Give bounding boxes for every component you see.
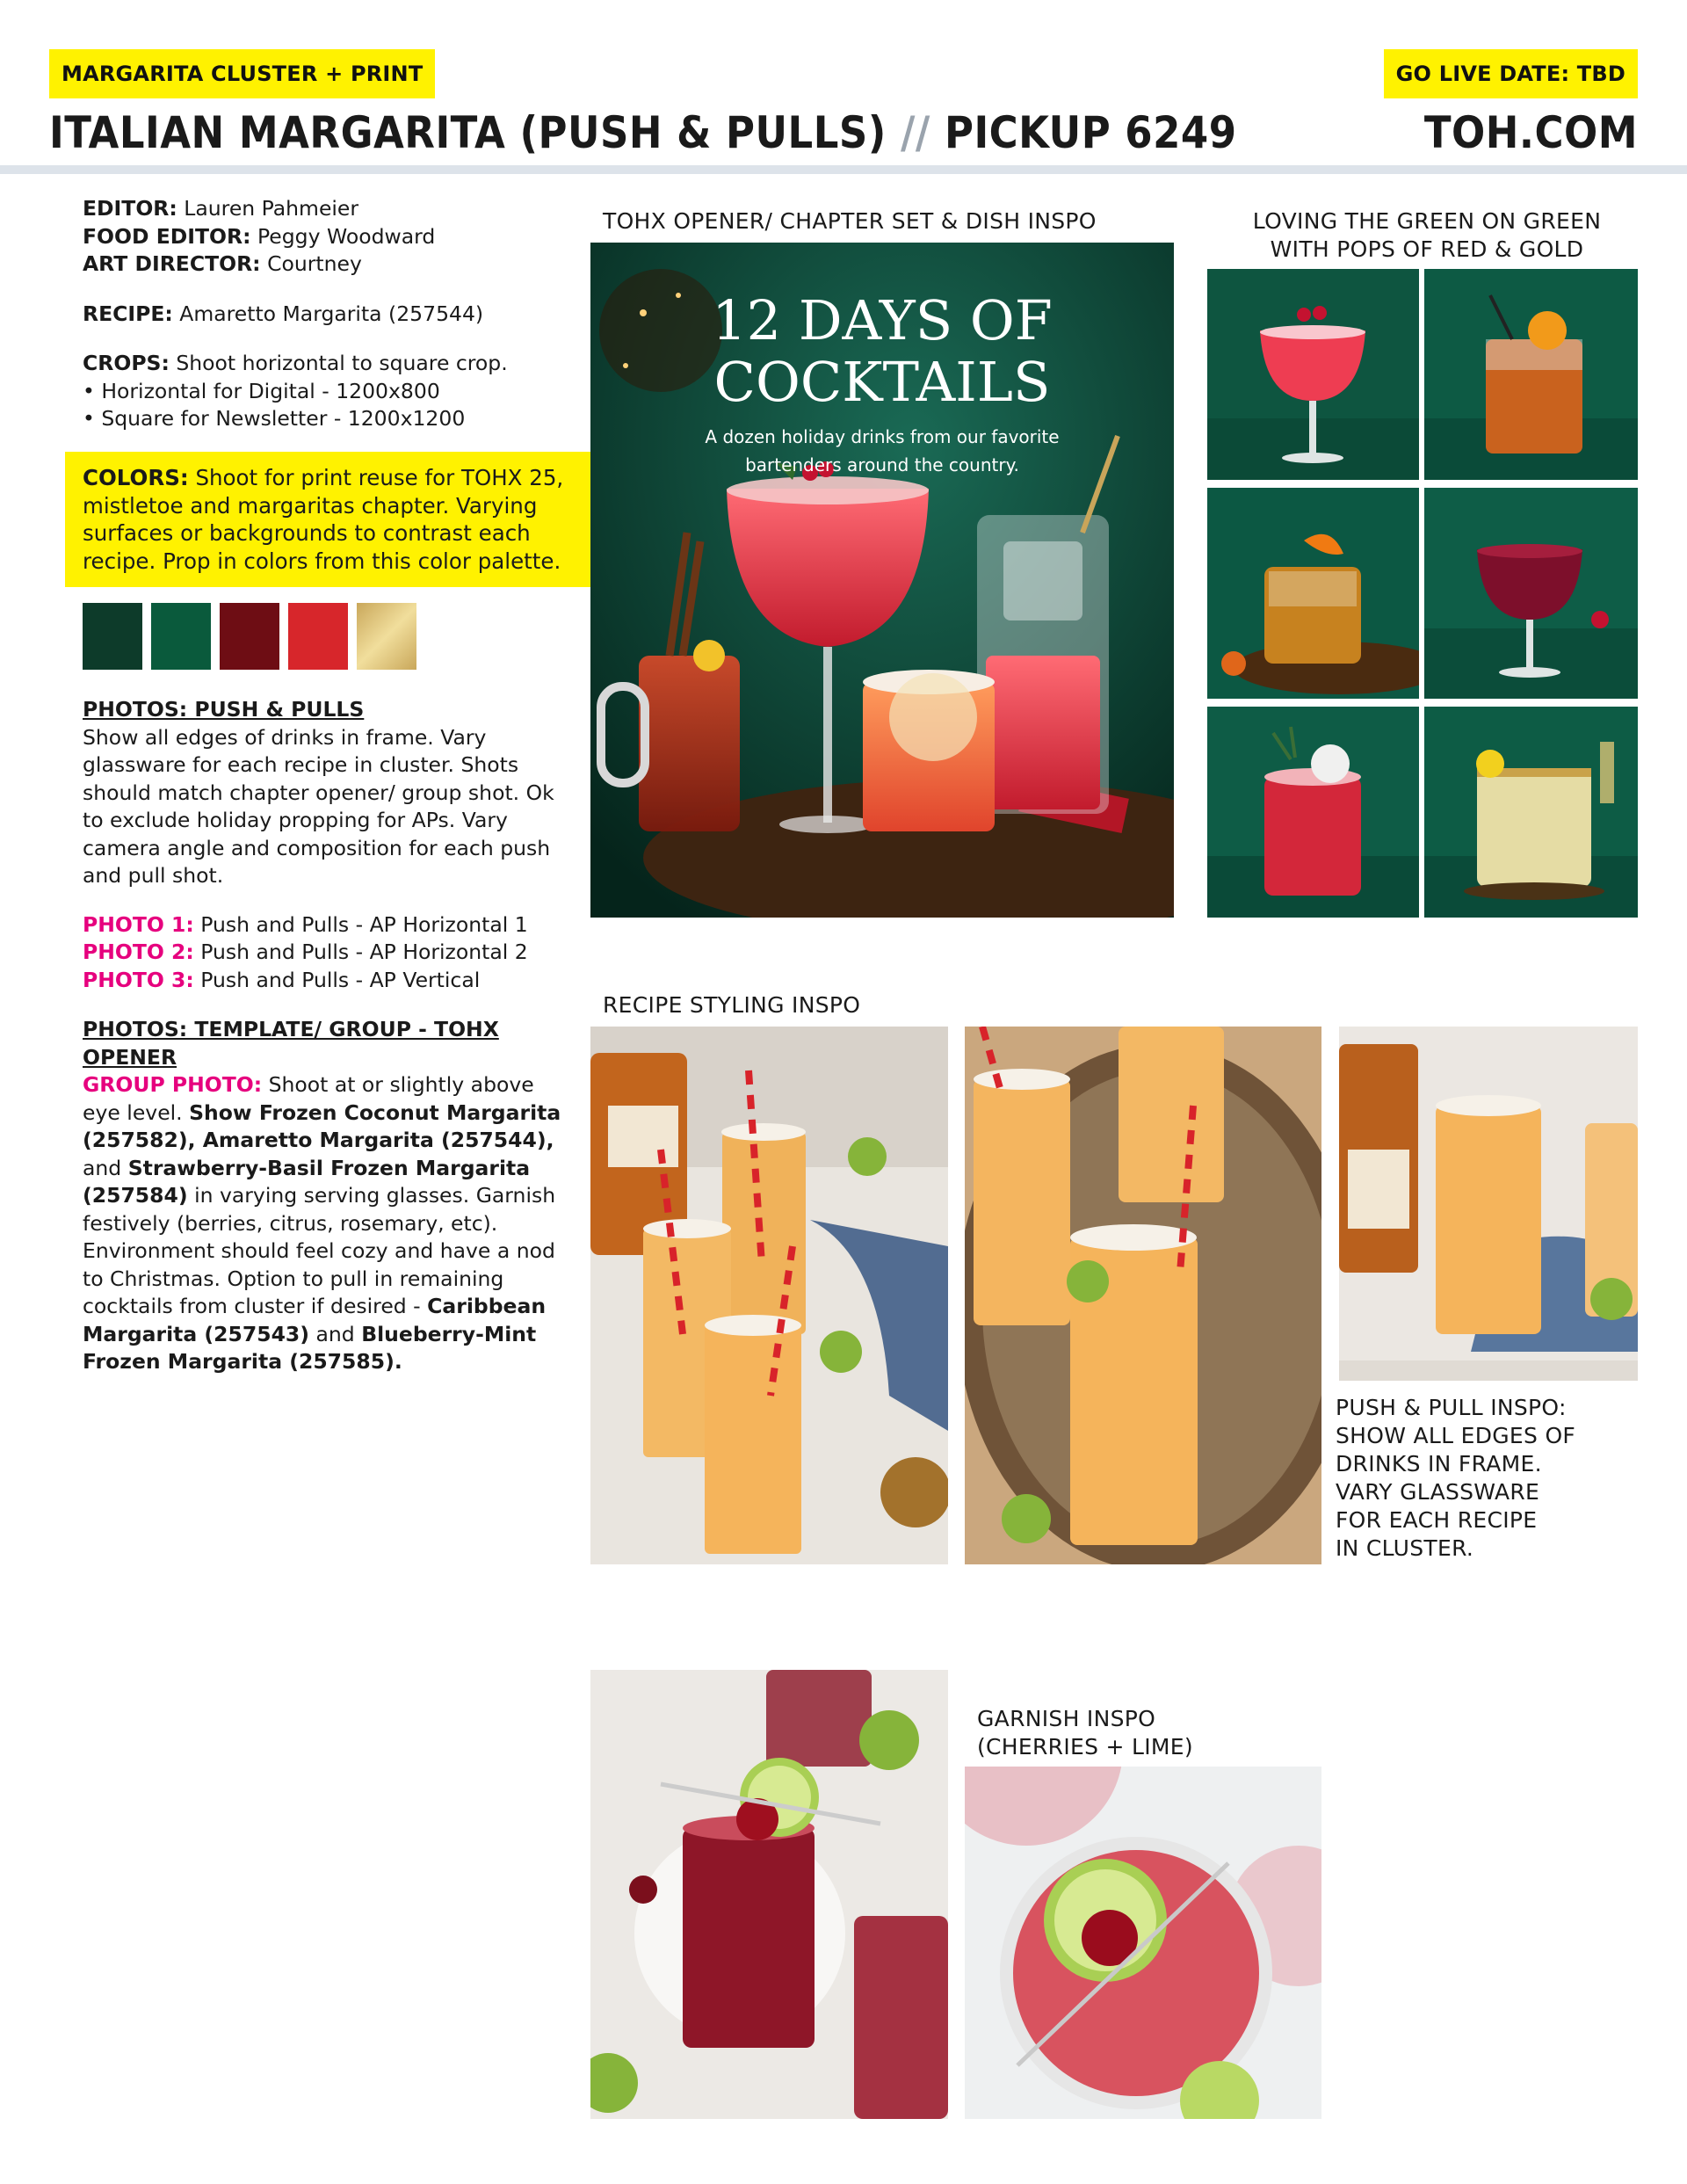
- green-photo-1-art: [1207, 269, 1419, 480]
- crop-digital: • Horizontal for Digital - 1200x800: [83, 378, 440, 403]
- colors-note: COLORS: Shoot for print reuse for TOHX 25, mistletoe and margaritas chapter. Varying surfaces or backgrounds to contrast each recipe. Prop in colors from this color palette.: [65, 452, 603, 587]
- styling-photo-3-art: [1339, 1027, 1638, 1381]
- styling-photo-3: [1339, 1027, 1638, 1381]
- swatch-burgundy: [220, 603, 279, 670]
- opener-subtitle-1: A dozen holiday drinks from our favorite: [705, 426, 1060, 447]
- food-editor-line: FOOD EDITOR: Peggy Woodward: [83, 223, 436, 249]
- caption-pushpull: PUSH & PULL INSPO: SHOW ALL EDGES OF DRINKS IN FRAME. VARY GLASSWARE FOR EACH RECIPE IN CLUSTER.: [1336, 1395, 1576, 1561]
- opener-title-2: COCKTAILS: [713, 350, 1051, 414]
- photo-2-line: PHOTO 2: Push and Pulls - AP Horizontal 2: [83, 940, 528, 964]
- green-photo-3-art: [1207, 488, 1419, 699]
- green-photo-4: [1424, 488, 1638, 699]
- green-photo-2: [1424, 269, 1638, 480]
- caption-garnish: GARNISH INSPO (CHERRIES + LIME): [977, 1706, 1193, 1760]
- opener-title-1: 12 DAYS OF: [712, 288, 1053, 352]
- opener-subtitle-2: bartenders around the country.: [745, 454, 1019, 475]
- editor-line: EDITOR: Lauren Pahmeier: [83, 196, 359, 221]
- push-pulls-section: [83, 696, 575, 994]
- green-photo-5-art: [1207, 707, 1419, 918]
- group-section: [83, 1016, 575, 1376]
- photo-3-line: PHOTO 3: Push and Pulls - AP Vertical: [83, 967, 481, 992]
- art-director-line: ART DIRECTOR: Courtney: [83, 251, 362, 276]
- styling-photo-1: [590, 1027, 948, 1564]
- garnish-photo-2-art: [965, 1767, 1321, 2119]
- title-main: ITALIAN MARGARITA (PUSH & PULLS): [49, 107, 901, 158]
- recipe-line: RECIPE: Amaretto Margarita (257544): [83, 301, 484, 326]
- green-photo-5: [1207, 707, 1419, 918]
- swatch-dark-green: [83, 603, 142, 670]
- color-palette: [83, 603, 416, 670]
- caption-opener: TOHX OPENER/ CHAPTER SET & DISH INSPO: [603, 208, 1097, 234]
- caption-green: LOVING THE GREEN ON GREEN WITH POPS OF RED & GOLD: [1252, 208, 1602, 262]
- title-separator: //: [900, 107, 930, 158]
- swatch-gold: [357, 603, 416, 670]
- cluster-tag: MARGARITA CLUSTER + PRINT: [49, 49, 435, 98]
- garnish-photo-2: [965, 1767, 1321, 2119]
- header-rule: [0, 165, 1687, 174]
- site-name: TOH.COM: [1423, 107, 1638, 158]
- crops-line: CROPS: Shoot horizontal to square crop.: [83, 351, 508, 375]
- green-photo-3: [1207, 488, 1419, 699]
- golive-tag: GO LIVE DATE: TBD: [1384, 49, 1638, 98]
- green-photo-6-art: [1424, 707, 1638, 918]
- opener-photo: [590, 243, 1174, 918]
- garnish-photo-1-art: [590, 1670, 948, 2119]
- green-photo-2-art: [1424, 269, 1638, 480]
- caption-styling: RECIPE STYLING INSPO: [603, 992, 861, 1018]
- group-heading: PHOTOS: TEMPLATE/ GROUP - TOHX OPENER: [83, 1017, 499, 1070]
- green-photo-1: [1207, 269, 1419, 480]
- swatch-green: [151, 603, 211, 670]
- push-pulls-text: Show all edges of drinks in frame. Vary glassware for each recipe in cluster. Shots should match chapter opener/ group shot. Ok to exclude holiday propping for APs. Vary camera angle and composition for each push and pull shot.: [83, 724, 554, 888]
- page-title: [49, 107, 1237, 158]
- crop-newsletter: • Square for Newsletter - 1200x1200: [83, 406, 466, 431]
- styling-photo-2: [965, 1027, 1321, 1564]
- title-pickup: PICKUP 6249: [930, 107, 1237, 158]
- group-text: GROUP PHOTO: Shoot at or slightly above eye level. Show Frozen Coconut Margarita (257582), Amaretto Margarita (257544), and Strawberry-Basil Frozen Margarita (257584) in varying serving glasses. Garnish festively (berries, citrus, rosemary, etc). Environment should feel cozy and have a nod to Christmas. Option to pull in remaining cocktails from cluster if desired - Caribbean Margarita (257543) and Blueberry-Mint Frozen Margarita (257585).: [83, 1072, 561, 1374]
- photo-1-line: PHOTO 1: Push and Pulls - AP Horizontal 1: [83, 911, 528, 937]
- green-photo-6: [1424, 707, 1638, 918]
- garnish-photo-1: [590, 1670, 948, 2119]
- push-pulls-heading: PHOTOS: PUSH & PULLS: [83, 697, 365, 722]
- left-column: [83, 195, 575, 433]
- styling-photo-1-art: [590, 1027, 948, 1564]
- swatch-red: [288, 603, 348, 670]
- green-photo-4-art: [1424, 488, 1638, 699]
- styling-photo-2-art: [965, 1027, 1321, 1564]
- opener-photo-art: [590, 243, 1174, 918]
